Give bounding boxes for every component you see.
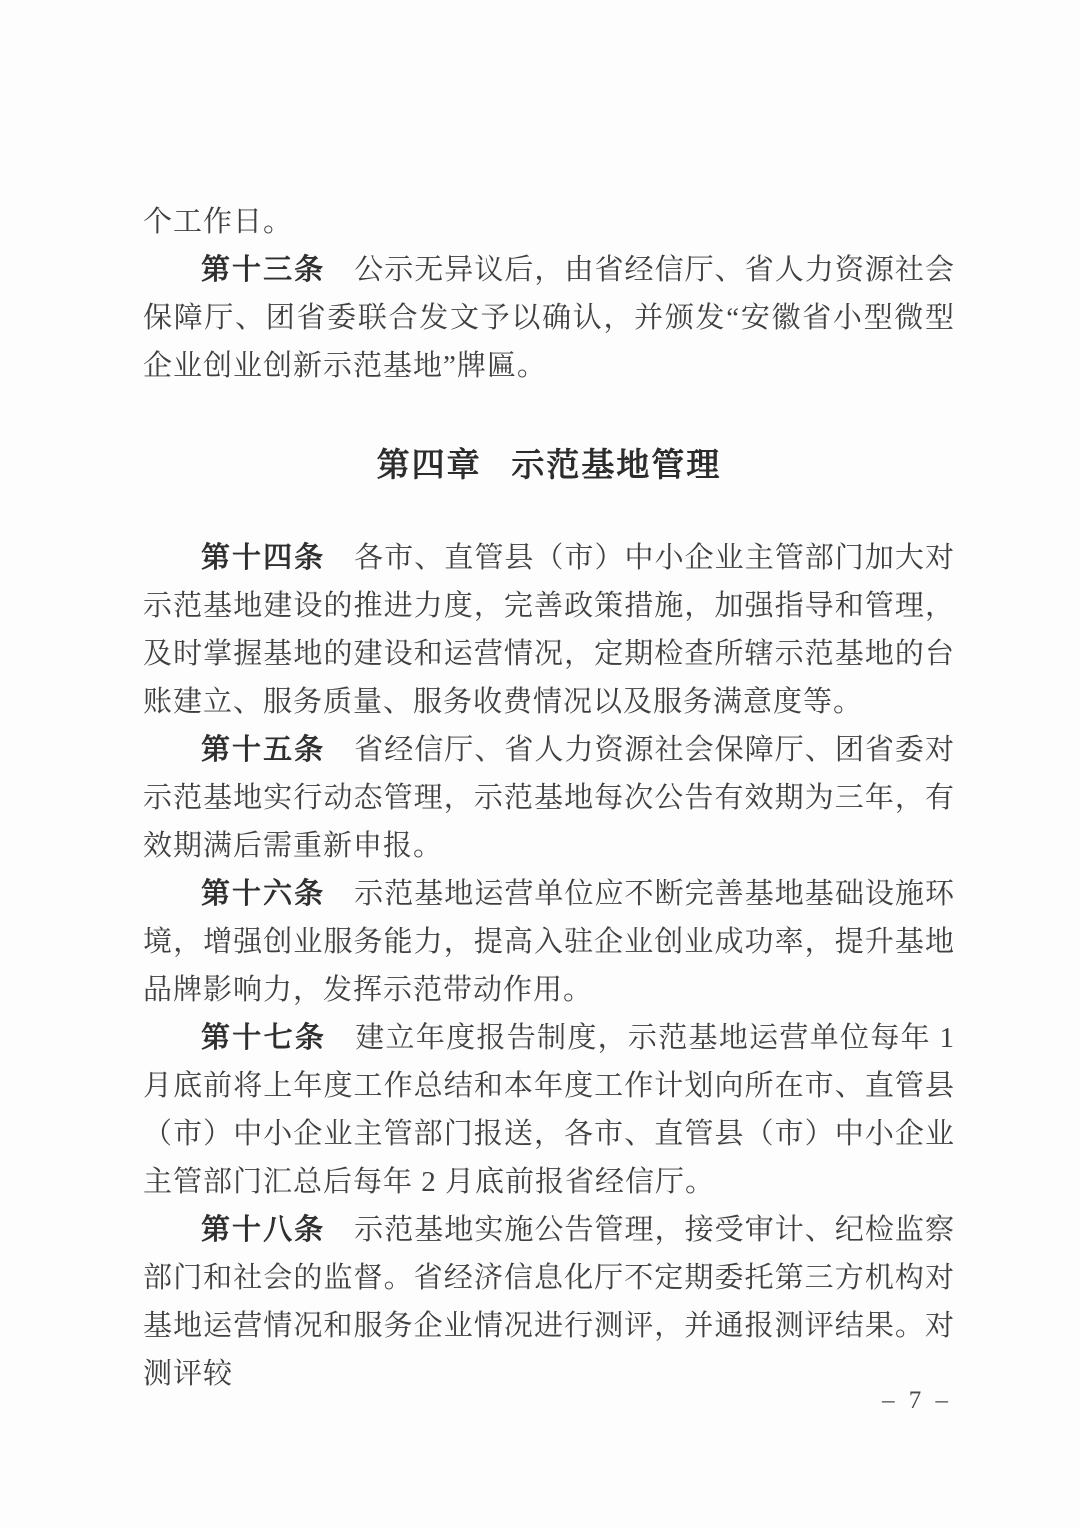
article-13 bbox=[143, 246, 955, 390]
paragraph-continuation bbox=[143, 198, 955, 246]
page-content bbox=[143, 198, 955, 1398]
article-15 bbox=[143, 726, 955, 870]
article-18-text: 示范基地实施公告管理，接受审计、纪检监察部门和社会的监督。省经济信息化厅不定期委托第三方机构对基地运营情况和服务企业情况进行测评，并通报测评结果。对测评较 bbox=[143, 1214, 955, 1390]
page-number: – 7 – bbox=[882, 1387, 952, 1414]
article-13-number: 第十三条 bbox=[201, 254, 326, 286]
article-13-text: 公示无异议后，由省经信厅、省人力资源社会保障厅、团省委联合发文予以确认，并颁发“安徽省小型微型企业创业创新示范基地”牌匾。 bbox=[143, 254, 955, 382]
article-14-text: 各市、直管县（市）中小企业主管部门加大对示范基地建设的推进力度，完善政策措施，加强指导和管理，及时掌握基地的建设和运营情况，定期检查所辖示范基地的台账建立、服务质量、服务收费情况以及服务满意度等。 bbox=[143, 542, 955, 718]
article-15-number: 第十五条 bbox=[201, 734, 326, 766]
article-17-text: 建立年度报告制度，示范基地运营单位每年 1 月底前将上年度工作总结和本年度工作计划向所在市、直管县（市）中小企业主管部门报送，各市、直管县（市）中小企业主管部门汇总后每年 2 月底前报省经信厅。 bbox=[143, 1022, 955, 1198]
article-18-number: 第十八条 bbox=[201, 1214, 326, 1246]
article-14-number: 第十四条 bbox=[201, 542, 326, 574]
paragraph-text: 个工作日。 bbox=[143, 206, 294, 238]
article-17-number: 第十七条 bbox=[201, 1022, 327, 1054]
chapter-title: 示范基地管理 bbox=[511, 448, 722, 484]
article-16 bbox=[143, 870, 955, 1014]
chapter-number: 第四章 bbox=[376, 448, 482, 484]
article-14 bbox=[143, 534, 955, 726]
article-15-text: 省经信厅、省人力资源社会保障厅、团省委对示范基地实行动态管理，示范基地每次公告有效期为三年，有效期满后需重新申报。 bbox=[143, 734, 955, 862]
chapter-heading bbox=[143, 444, 955, 488]
article-18 bbox=[143, 1206, 955, 1398]
article-16-text: 示范基地运营单位应不断完善基地基础设施环境，增强创业服务能力，提高入驻企业创业成功率，提升基地品牌影响力，发挥示范带动作用。 bbox=[143, 878, 955, 1006]
article-16-number: 第十六条 bbox=[201, 878, 326, 910]
article-17 bbox=[143, 1014, 955, 1206]
